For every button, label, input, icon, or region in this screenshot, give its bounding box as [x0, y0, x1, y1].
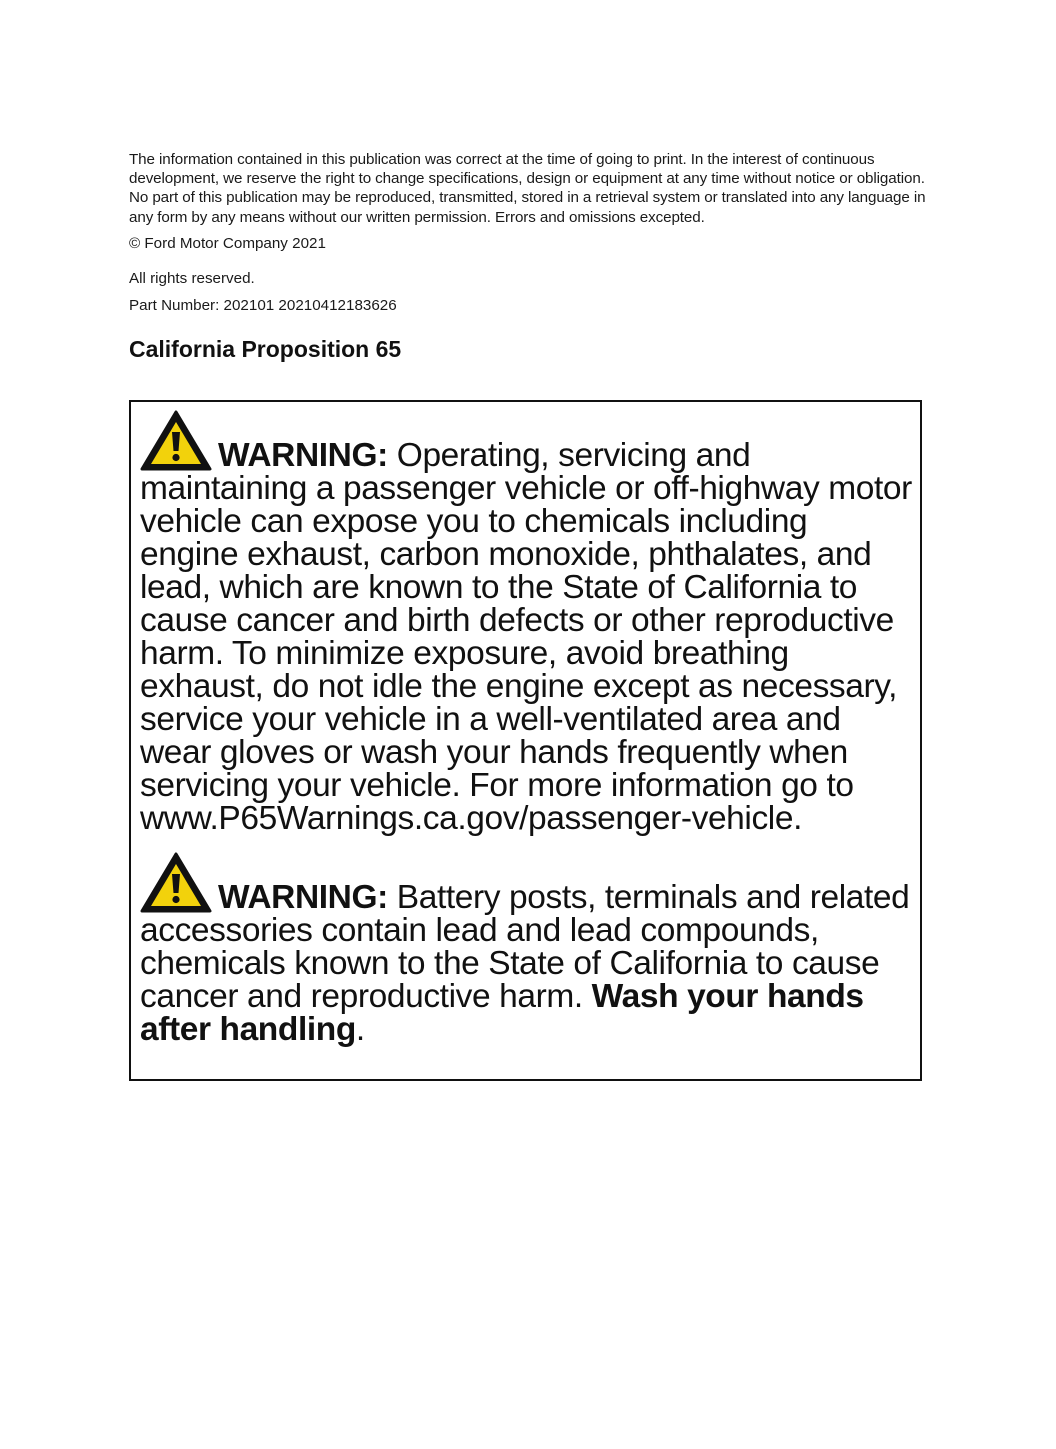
warning-triangle-icon: [140, 852, 212, 914]
warning-battery: [140, 852, 912, 1046]
warning-label: WARNING:: [218, 879, 388, 916]
legal-notice: The information contained in this publication was correct at the time of going to print. In the interest of continuous development, we reserve the right to change specifications, design or equipment at any time without notice or obligation. No part of this publication may be reproduced, transmitted, stored in a retrieval system or translated into any language in any form by any means without our written permission. Errors and omissions excepted.: [129, 151, 926, 226]
warning-label: WARNING:: [218, 437, 388, 474]
section-title: California Proposition 65: [129, 335, 402, 362]
proposition-65-warning-box: [129, 400, 922, 1081]
warning-exhaust: [140, 410, 912, 835]
part-number: Part Number: 202101 20210412183626: [129, 296, 397, 314]
warning-trailing: .: [355, 1011, 365, 1048]
warning-triangle-icon: [140, 410, 212, 472]
warning-emphasis: Wash your hands after handling: [140, 978, 864, 1048]
legal-section: [129, 150, 929, 363]
rights-notice: All rights reserved.: [129, 269, 255, 287]
warning-text: Battery posts, terminals and related accessories contain lead and lead compounds, chemicals known to the State of California to cause cancer and reproductive harm.: [140, 879, 910, 1015]
warning-text: Operating, servicing and maintaining a passenger vehicle or off-highway motor vehicle can expose you to chemicals including engine exhaust, carbon monoxide, phthalates, and lead, which are known to the State of California to cause cancer and birth defects or other reproductive harm. To minimize exposure, avoid breathing exhaust, do not idle the engine except as necessary, service your vehicle in a well-ventilated area and wear gloves or wash your hands frequently when servicing your vehicle. For more information go to www.P65Warnings.ca.gov/passenger-vehicle.: [140, 437, 912, 837]
copyright-notice: © Ford Motor Company 2021: [129, 234, 326, 252]
